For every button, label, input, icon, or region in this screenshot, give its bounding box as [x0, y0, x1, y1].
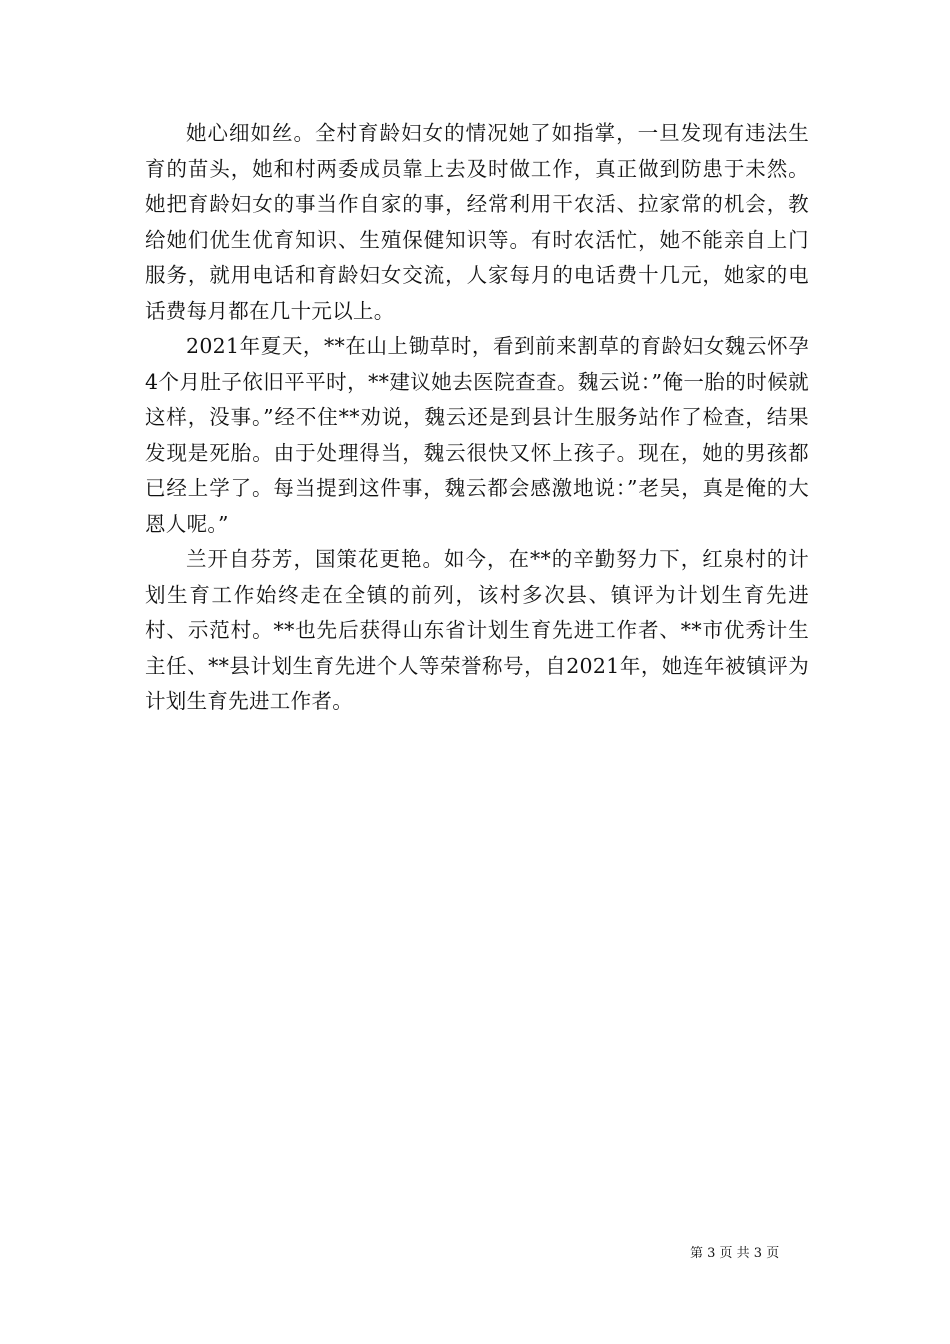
document-body: [145, 116, 809, 720]
paragraph-2: 2021年夏天，**在山上锄草时，看到前来割草的育龄妇女魏云怀孕4个月肚子依旧平平时，**建议她去医院查查。魏云说：”俺一胎的时候就这样，没事。”经不住**劝说，魏云还是到县计生服务站作了检查，结果发现是死胎。由于处理得当，魏云很快又怀上孩子。现在，她的男孩都已经上学了。每当提到这件事，魏云都会感激地说：”老吴，真是俺的大恩人呢。”: [145, 334, 809, 536]
paragraph-3: 兰开自芬芳，国策花更艳。如今，在**的辛勤努力下，红泉村的计划生育工作始终走在全镇的前列，该村多次县、镇评为计划生育先进村、示范村。**也先后获得山东省计划生育先进工作者、**市优秀计生主任、**县计划生育先进个人等荣誉称号，自2021年，她连年被镇评为计划生育先进工作者。: [145, 547, 809, 713]
paragraph-1: 她心细如丝。全村育龄妇女的情况她了如指掌，一旦发现有违法生育的苗头，她和村两委成员靠上去及时做工作，真正做到防患于未然。她把育龄妇女的事当作自家的事，经常利用干农活、拉家常的机会，教给她们优生优育知识、生殖保健知识等。有时农活忙，她不能亲自上门服务，就用电话和育龄妇女交流，人家每月的电话费十几元，她家的电话费每月都在几十元以上。: [145, 121, 809, 323]
page-number-footer: 第 3 页 共 3 页: [690, 1246, 780, 1261]
